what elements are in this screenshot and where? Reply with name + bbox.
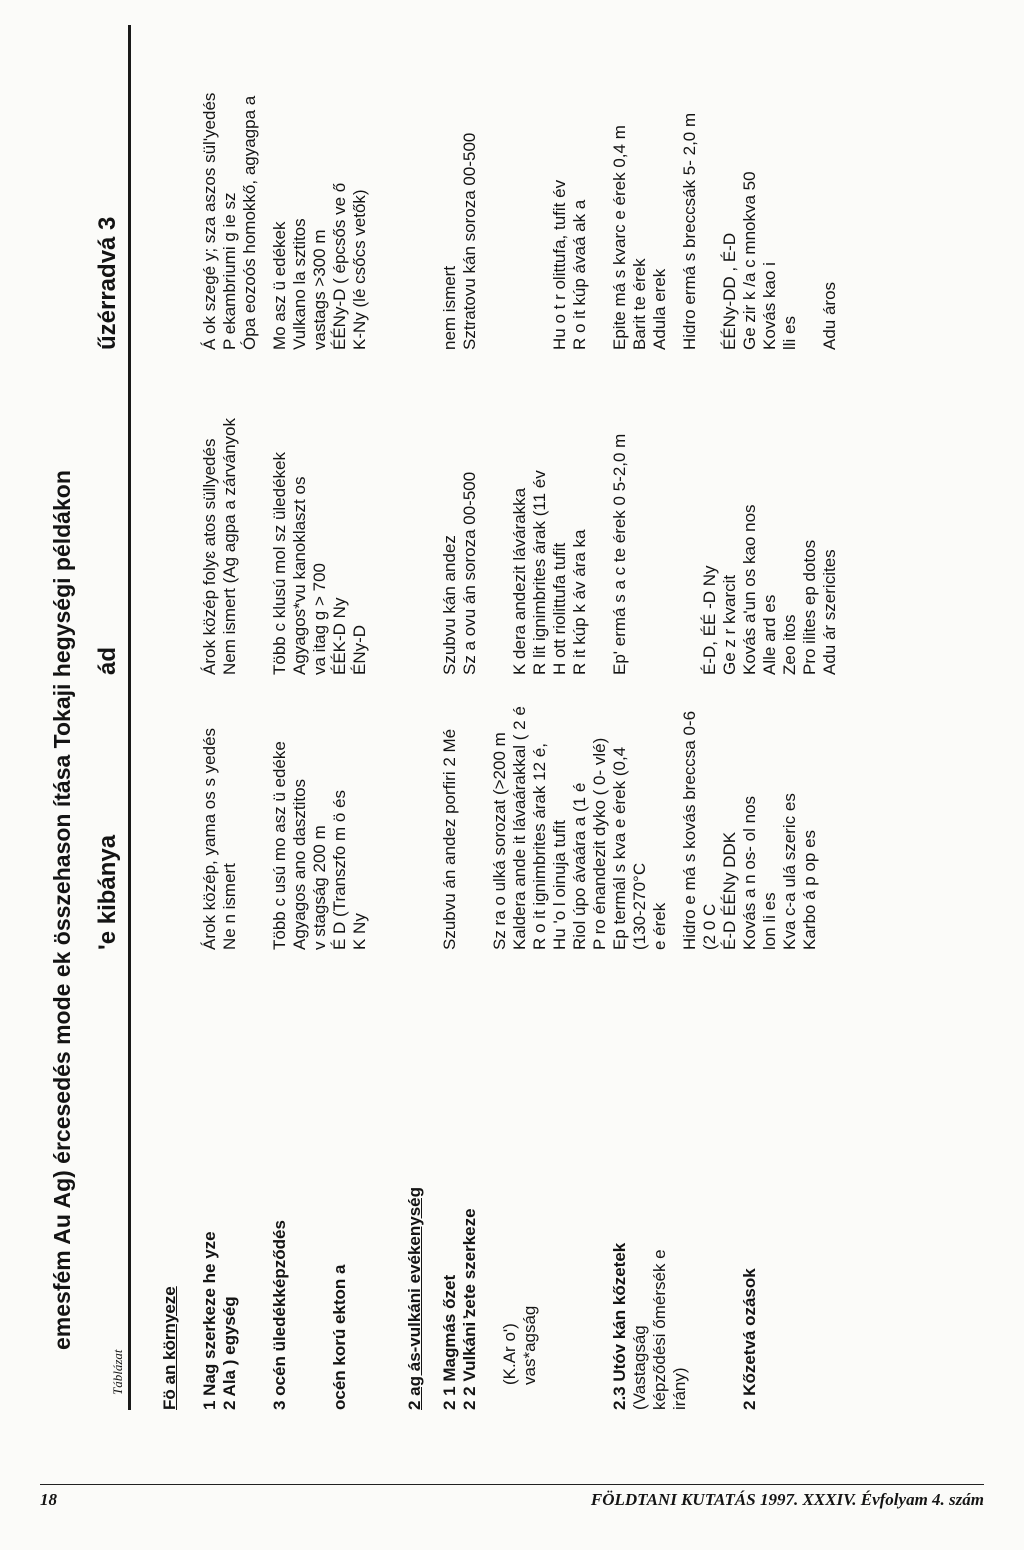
page-number: 18 — [40, 1490, 57, 1509]
row-3-col-2-line: Agyagos ano dasztitos — [290, 778, 309, 950]
row-2-4-col-2-line: Kovás a n os- ol nos — [740, 795, 759, 950]
row-2-3-extra-col-3-line: Pro ilites ep dotos — [800, 539, 819, 675]
row-2-4-col-2-line: lon li es — [760, 892, 779, 950]
section-2-title: 2 ag ás-vulkáni evékenység — [405, 1186, 424, 1410]
row-2-4-col-2-line: Karbo á p op es — [800, 829, 819, 950]
row-2-2-sub: (K.Ar o') — [500, 1323, 519, 1385]
table-label: Táblázat — [110, 1349, 125, 1395]
row-1-col-3: Árok közép folyɛ atos süllyedés — [200, 438, 219, 675]
row-2-col-4-line-2: Ópa eozoós homokkő, agyagpa a — [240, 95, 259, 350]
row-2-2-col-2-line: R o it ignimbrites árak 12 é, — [530, 743, 549, 950]
row-2-3-extra-col-4-line: Kovás kao i — [760, 262, 779, 350]
row-2-2-sub: vas*agság — [520, 1305, 539, 1385]
row-2-1-col-2: Szubvu án andez porfiri 2 Mé — [440, 728, 459, 950]
row-2-2-col-3: Sz a ovu án soroza 00-500 — [460, 471, 479, 675]
row-2-3-extra-col-4-line: lli es — [780, 315, 799, 350]
row-2-3-col-2-line: e érek — [650, 902, 669, 950]
row-2-3-col-4-line: Barit te érek — [630, 258, 649, 350]
row-2-2-col-2-line: Riol úpo ávaára a (1 é — [570, 782, 589, 950]
row-3-col-3-line: ÉÉK-D Ny — [330, 597, 349, 675]
row-3-col-2-line: K Ny — [350, 913, 369, 950]
row-2-3-extra-col-4-line: ÉÉNy-DD , É-D — [720, 232, 739, 350]
row-2-2-col-4: Sztratovu kán soroza 00-500 — [460, 132, 479, 350]
row-2-3-extra-col-4-line: Ge zir k /a c mnokva 50 — [740, 171, 759, 350]
row-2-4-label: 2 Kőzetvá ozások — [740, 1268, 759, 1410]
row-2-3-extra-col-4-line: Hidro ermá s breccsák 5- 2,0 m — [680, 112, 699, 350]
row-1-col-4: Á ok szegé y; sza aszos sül'yedés — [200, 92, 219, 350]
row-3-label: 3 océn üledékképződés — [270, 1220, 289, 1410]
row-2-3-extra-col-3-line: Adu ár szericites — [820, 549, 839, 675]
row-2-2-col-2-line: Kaldera ande it lávaárakkal ( 2 é — [510, 706, 529, 950]
row-2-4-col-2-line: Kva c-a ulá szeric es — [780, 793, 799, 950]
row-1-col-2: Árok közép, yama os s yedés — [200, 727, 219, 950]
column-header-2: 'e kibánya — [94, 834, 121, 950]
row-2-2-col-4-line: Hu o t r olittufa, tufit év — [550, 179, 569, 350]
row-2-3-sub: képződési őmérsék e — [650, 1249, 669, 1410]
row-2-3-extra-col-3-line: Ge z r kvarcit — [720, 574, 739, 675]
row-2-1-label: 2 1 Magmás őzet — [440, 1274, 459, 1410]
row-3-col-4-line: Vulkano la sztitos — [290, 218, 309, 350]
row-3-col-4-line: ÉÉNy-D ( épcsős ve ő — [330, 182, 349, 350]
row-3-col-3-line: va itag g > 700 — [310, 562, 329, 675]
row-3-col-3-line: ÉNy-D — [350, 624, 369, 675]
row-2-2-col-2-line: P ro énandezit dyko ( 0- vlé) — [590, 737, 609, 950]
row-3-col-4-line: vastags >300 m — [310, 229, 329, 350]
row-2-2-col-3-line: R lit ignimbrites árak (11 év — [530, 470, 549, 675]
column-header-3: ád — [94, 646, 121, 675]
row-2-3-col-2-line: Ep termál s kva e érek (0,4 — [610, 746, 629, 950]
row-2-1-col-4: nem ismert — [440, 265, 459, 350]
row-4-label: océn korú ekton a — [330, 1264, 349, 1410]
header-rule — [128, 25, 131, 1410]
row-2-2-col-2-line: Sz ra o ulká sorozat (>200 m — [490, 732, 509, 950]
row-2-3-col-4-line: Epite má s kvarc e érek 0,4 m — [610, 125, 629, 350]
row-2-2-col-4-line: R o it kúp ávaá ak a — [570, 199, 589, 350]
row-3-col-3-line: Több c klusú mol sz üledékek — [270, 452, 289, 675]
footer-rule — [40, 1484, 984, 1485]
row-2-col-3: Nem ismert (Ag agpa a zárványok — [220, 418, 239, 675]
row-2-3-extra-col-3-line: Kovás a'un os kao nos — [740, 504, 759, 675]
row-2-3-extra-col-4-line: Adu áros — [820, 281, 839, 350]
row-2-3-sub: (Vastagság — [630, 1325, 649, 1410]
row-2-2-col-2-line: Hu 'o l oinuja tufit — [550, 820, 569, 950]
row-2-1-col-3: Szubvu kán andez — [440, 535, 459, 675]
row-2-3-extra-col-3-line: É-D, ÉÉ -D Ny — [700, 565, 719, 675]
row-3-col-2-line: v stagság 200 m — [310, 825, 329, 950]
journal-citation: FÖLDTANI KUTATÁS 1997. XXXIV. Évfolyam 4. szám — [590, 1490, 984, 1509]
row-2-3-extra-col-2-line: Hidro e má s kovás breccsa 0-6 — [680, 710, 699, 950]
row-2-3-sub: irány) — [670, 1367, 689, 1410]
row-2-3-extra-col-2-line: É-D ÉÉNy DDK — [720, 831, 739, 950]
section-1-title: Fö an környeze — [160, 1286, 179, 1410]
row-3-col-4-line: Mo asz ü edékek — [270, 221, 289, 350]
table-title: emesfém Au Ag) ércesedés mode ek összehason ítása Tokaji hegységi példákon — [49, 470, 75, 1350]
row-3-col-3-line: Agyagos*vu kanoklaszt os — [290, 476, 309, 675]
row-3-col-2-line: É D (Transzfo m ö és — [330, 790, 349, 950]
row-2-3-col-4-line: Adula erek — [650, 268, 669, 350]
row-2-2-col-3-line: H ott riolittufa tufit — [550, 542, 569, 675]
row-2-3-extra-col-3-line: Alle ard es — [760, 594, 779, 675]
column-header-4: űzérradvá 3 — [94, 216, 121, 350]
row-2-col-2: Ne n ismert — [220, 863, 239, 950]
rotated-table-page — [0, 10, 900, 1410]
row-2-3-label: 2.3 Utóv kán kőzetek — [610, 1242, 629, 1410]
row-2-3-col-3: Ep' ermá s a c te érek 0 5-2,0 m — [610, 433, 629, 675]
row-2-3-col-2-line: (130-270°C — [630, 862, 649, 950]
row-2-3-extra-col-3-line: Zeo itos — [780, 614, 799, 675]
row-2-2-label: 2 2 Vulkáni ̓zete szerkeze — [460, 1208, 479, 1410]
row-2-3-extra-col-2-line: (2 0 C — [700, 903, 719, 950]
row-1-label: 1 Nag szerkeze he yze — [200, 1231, 219, 1410]
row-3-col-4-line: K-Ny (lé csőcs vetők) — [350, 189, 369, 350]
row-2-2-col-3-line: K dera andezit lávárakka — [510, 487, 529, 675]
row-2-col-4: P ekambriumi g ie sz — [220, 192, 239, 350]
row-2-2-col-3-line: R it kúp k áv ára ka — [570, 529, 589, 675]
row-3-col-2-line: Több c usú mo asz ü edéke — [270, 741, 289, 950]
row-2-label: 2 Ala ) egység — [220, 1296, 239, 1410]
